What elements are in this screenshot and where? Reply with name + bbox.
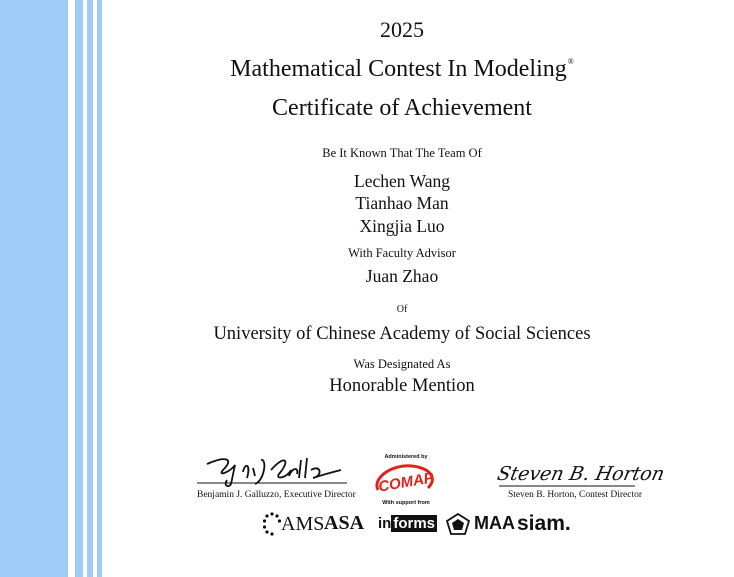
executive-director-signature bbox=[195, 450, 350, 490]
team-member-3: Xingjia Luo bbox=[359, 216, 445, 236]
team-member-1: Lechen Wang bbox=[354, 171, 450, 191]
informs-logo-part-2: forms bbox=[393, 515, 436, 532]
support-text: With support from bbox=[382, 500, 430, 506]
contest-director-signature bbox=[495, 458, 667, 490]
informs-logo-part-1: in bbox=[378, 515, 392, 532]
stripe-narrow-1 bbox=[75, 0, 83, 577]
stripe-narrow-2 bbox=[87, 0, 93, 577]
advisor-name: Juan Zhao bbox=[365, 266, 439, 286]
designation-label: Was Designated As bbox=[353, 357, 451, 371]
comap-logo-text: COMAP bbox=[377, 469, 436, 496]
siam-logo: siam. bbox=[517, 512, 571, 535]
comap-logo bbox=[372, 460, 440, 500]
decorative-border-stripes bbox=[0, 0, 105, 577]
advisor-label: With Faculty Advisor bbox=[348, 246, 456, 260]
stripe-narrow-3 bbox=[97, 0, 102, 577]
contest-name: Mathematical Contest In Modeling bbox=[230, 56, 567, 82]
administered-by-text: Administered by bbox=[384, 454, 428, 460]
award-name: Honorable Mention bbox=[329, 376, 475, 396]
team-member-2: Tianhao Man bbox=[355, 193, 449, 213]
right-signature-caption: Steven B. Horton, Contest Director bbox=[508, 490, 643, 500]
maa-logo-icon bbox=[446, 513, 470, 535]
contest-director-signature-text: Steven B. Horton bbox=[495, 462, 667, 485]
stripe-wide bbox=[0, 0, 68, 577]
asa-logo: ASA bbox=[324, 512, 365, 534]
left-signature-caption: Benjamin J. Galluzzo, Executive Director bbox=[197, 490, 356, 500]
maa-logo: MAA bbox=[474, 513, 515, 533]
informs-logo bbox=[378, 515, 437, 532]
of-label: Of bbox=[396, 304, 408, 315]
certificate-title: Certificate of Achievement bbox=[272, 95, 532, 121]
ams-logo-icon bbox=[262, 511, 282, 537]
institution-name: University of Chinese Academy of Social Sciences bbox=[213, 324, 591, 344]
certificate-year: 2025 bbox=[380, 17, 424, 42]
contest-title bbox=[70, 56, 734, 83]
ams-logo: AMS bbox=[281, 513, 325, 535]
intro-text: Be It Known That The Team Of bbox=[322, 146, 482, 160]
registered-mark: ® bbox=[567, 57, 574, 66]
